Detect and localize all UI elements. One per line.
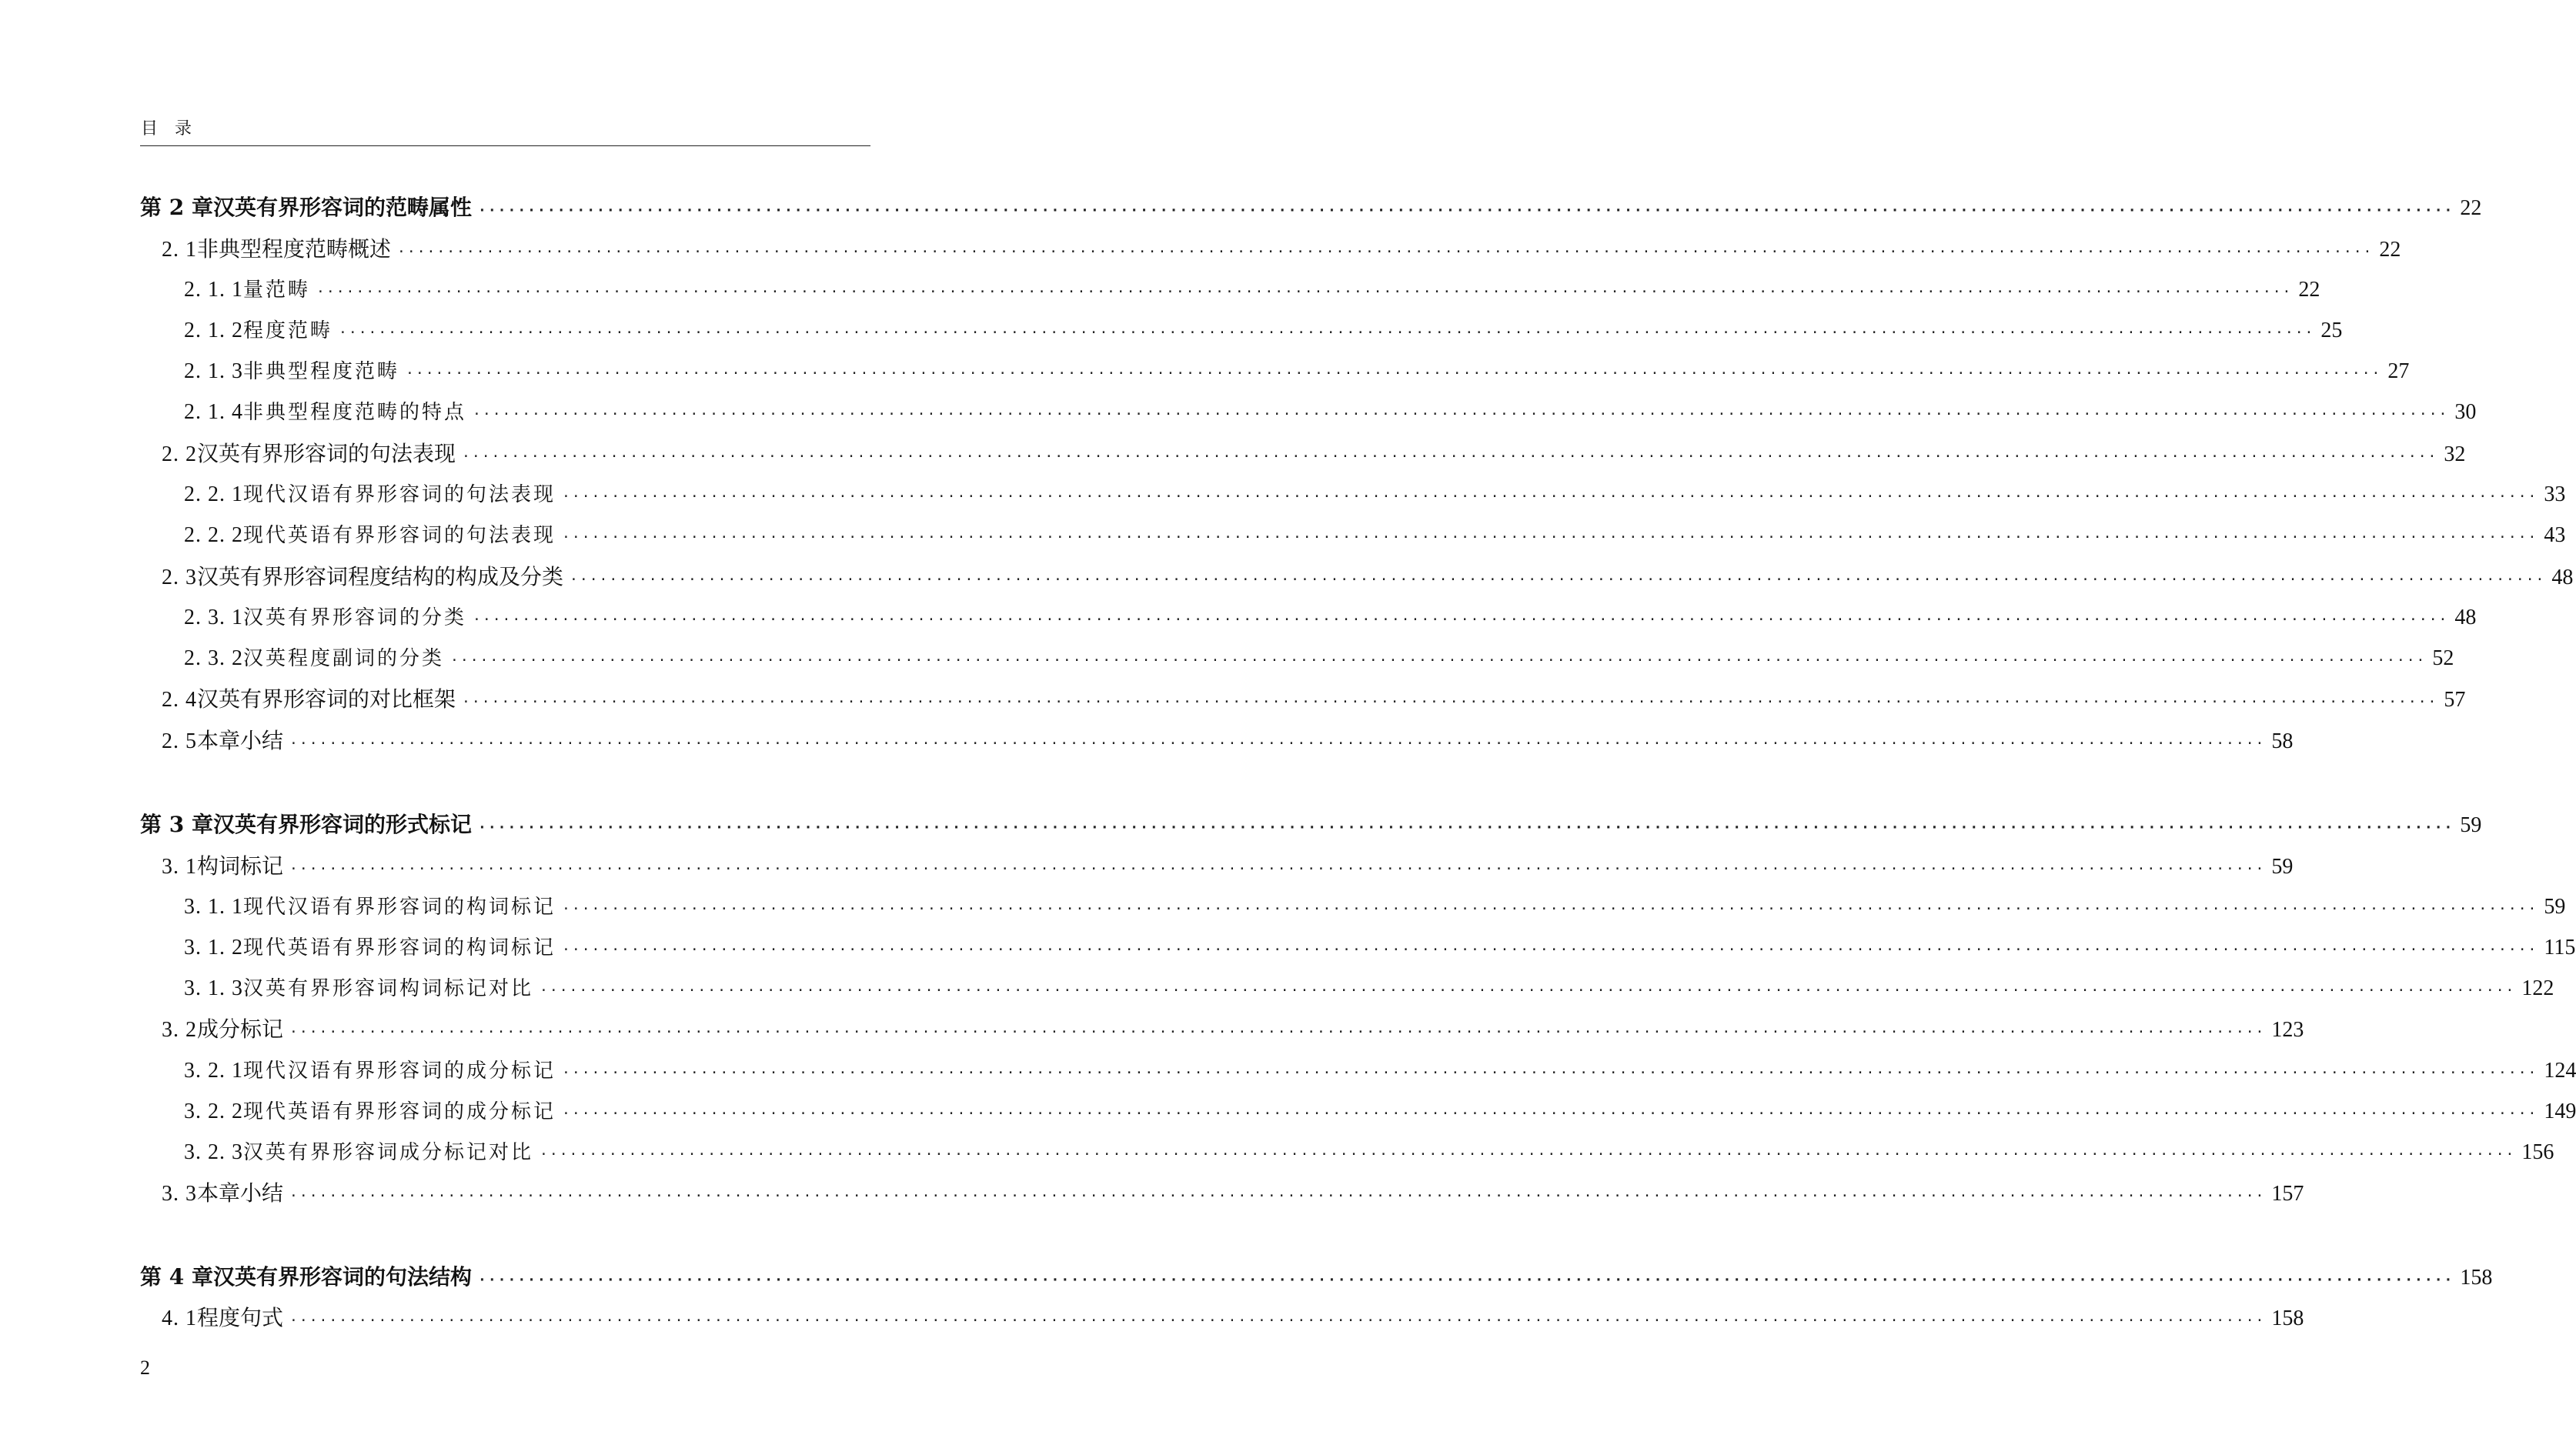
entry-title: 现代汉语有界形容词的句法表现 (243, 483, 556, 506)
dot-leader: ········································································································································································································ (562, 901, 2538, 917)
entry-number: 2. 3. 1 (184, 606, 243, 629)
dot-leader: ········································································································································································································ (397, 244, 2374, 260)
toc-section-entry (162, 234, 2401, 265)
entry-number: 2. 1. 4 (184, 400, 243, 424)
entry-number: 第 3 章 (140, 812, 213, 837)
dot-leader: ········································································································································································································ (450, 652, 2427, 669)
toc-section-entry (162, 1014, 2304, 1045)
entry-page-number: 115 (2544, 936, 2576, 959)
dot-leader: ········································································································································································································ (562, 529, 2538, 546)
entry-page-number: 122 (2521, 976, 2554, 1000)
entry-page-number: 22 (2379, 238, 2401, 262)
entry-number: 3. 3 (162, 1182, 197, 1206)
entry-page-number: 59 (2271, 855, 2294, 879)
entry-title: 现代汉语有界形容词的成分标记 (243, 1060, 556, 1083)
toc-subsection-entry (184, 315, 2343, 346)
entry-title: 汉英有界形容词的范畴属性 (212, 195, 472, 220)
dot-leader: ········································································································································································································ (316, 284, 2293, 300)
entry-number: 2. 4 (162, 688, 197, 712)
entry-number: 3. 2. 1 (184, 1059, 243, 1083)
entry-page-number: 48 (2551, 566, 2574, 589)
toc-subsection-entry (184, 1137, 2554, 1168)
entry-page-number: 52 (2432, 646, 2454, 670)
entry-page-number: 32 (2444, 442, 2466, 466)
toc-subsection-entry (184, 643, 2454, 674)
entry-page-number: 57 (2444, 688, 2466, 712)
entry-page-number: 48 (2454, 606, 2477, 629)
entry-title: 汉英有界形容词的句法结构 (212, 1264, 472, 1290)
entry-number: 4. 1 (162, 1306, 197, 1330)
entry-page-number: 157 (2271, 1182, 2304, 1206)
entry-title: 非典型程度范畴 (243, 360, 400, 383)
entry-title: 汉英有界形容词的分类 (243, 606, 467, 629)
entry-title: 量范畴 (243, 279, 311, 302)
header-rule (140, 145, 870, 146)
entry-number: 3. 1. 3 (184, 976, 243, 1000)
toc-section-entry (162, 1303, 2304, 1333)
toc-subsection-entry (184, 892, 2566, 923)
dot-leader: ········································································································································································································ (562, 489, 2538, 505)
toc-subsection-entry (184, 397, 2477, 428)
entry-page-number: 123 (2271, 1018, 2304, 1042)
dot-leader: ········································································································································································································ (289, 1313, 2266, 1329)
entry-title: 汉英有界形容词的对比框架 (197, 686, 456, 712)
entry-title: 汉英有界形容词的句法表现 (197, 441, 456, 466)
entry-page-number: 158 (2460, 1266, 2493, 1290)
dot-leader: ········································································································································································································ (540, 1146, 2516, 1163)
entry-number: 2. 3. 2 (184, 646, 243, 670)
entry-title: 构词标记 (197, 853, 284, 879)
entry-title: 本章小结 (197, 728, 284, 753)
toc-subsection-entry (184, 520, 2566, 551)
entry-number: 2. 2. 1 (184, 482, 243, 506)
toc-section-entry (162, 439, 2466, 469)
dot-leader: ········································································································································································································ (540, 983, 2516, 999)
entry-page-number: 59 (2544, 895, 2566, 919)
entry-number: 2. 5 (162, 729, 197, 753)
dot-leader: ········································································································································································································ (562, 1065, 2538, 1081)
toc-chapter-entry (140, 1262, 2493, 1293)
entry-page-number: 22 (2298, 278, 2320, 302)
entry-page-number: 43 (2544, 523, 2566, 547)
entry-number: 3. 1 (162, 855, 197, 879)
dot-leader: ········································································································································································································ (289, 861, 2266, 877)
entry-title: 非典型程度范畴概述 (197, 236, 392, 262)
entry-title: 本章小结 (197, 1180, 284, 1206)
running-header: 目 录 (141, 119, 192, 138)
dot-leader: ········································································································································································································ (478, 202, 2454, 219)
dot-leader: ········································································································································································································ (570, 572, 2546, 588)
entry-title: 非典型程度范畴的特点 (243, 401, 467, 424)
entry-title: 现代英语有界形容词的构词标记 (243, 936, 556, 959)
entry-title: 汉英有界形容词的形式标记 (212, 812, 472, 837)
toc-subsection-entry (184, 1096, 2576, 1127)
entry-page-number: 156 (2521, 1140, 2554, 1164)
entry-title: 成分标记 (197, 1016, 284, 1042)
entry-number: 第 4 章 (140, 1264, 213, 1290)
entry-page-number: 59 (2460, 813, 2482, 837)
dot-leader: ········································································································································································································ (473, 406, 2449, 422)
entry-number: 2. 1 (162, 238, 197, 262)
toc-subsection-entry (184, 356, 2410, 387)
dot-leader: ········································································································································································································ (478, 819, 2454, 836)
entry-title: 汉英有界形容词构词标记对比 (243, 977, 534, 1000)
entry-page-number: 27 (2387, 359, 2410, 383)
dot-leader: ········································································································································································································ (478, 1272, 2454, 1288)
entry-page-number: 30 (2454, 400, 2477, 424)
entry-page-number: 158 (2271, 1306, 2304, 1330)
dot-leader: ········································································································································································································ (562, 1106, 2538, 1122)
toc-section-entry (162, 684, 2466, 715)
entry-title: 汉英有界形容词成分标记对比 (243, 1141, 534, 1164)
entry-number: 3. 1. 1 (184, 895, 243, 919)
entry-number: 2. 1. 3 (184, 359, 243, 383)
dot-leader: ········································································································································································································ (289, 1188, 2266, 1204)
entry-page-number: 33 (2544, 482, 2566, 506)
entry-number: 3. 1. 2 (184, 936, 243, 959)
entry-number: 3. 2. 3 (184, 1140, 243, 1164)
toc-chapter-entry (140, 192, 2482, 223)
dot-leader: ········································································································································································································ (462, 694, 2438, 710)
toc-subsection-entry (184, 973, 2554, 1004)
entry-number: 2. 3 (162, 566, 197, 589)
dot-leader: ········································································································································································································ (406, 365, 2382, 382)
toc-section-entry (162, 562, 2574, 592)
toc-subsection-entry (184, 602, 2477, 633)
toc-chapter-entry (140, 809, 2482, 840)
entry-title: 现代汉语有界形容词的构词标记 (243, 896, 556, 919)
dot-leader: ········································································································································································································ (562, 942, 2538, 958)
entry-title: 汉英程度副词的分类 (243, 647, 445, 670)
entry-title: 汉英有界形容词程度结构的构成及分类 (197, 564, 564, 589)
entry-number: 第 2 章 (140, 195, 213, 220)
entry-title: 程度句式 (197, 1305, 284, 1330)
toc-section-entry (162, 851, 2294, 882)
page-number: 2 (140, 1357, 150, 1379)
dot-leader: ········································································································································································································ (339, 325, 2315, 341)
toc-subsection-entry (184, 1056, 2576, 1086)
dot-leader: ········································································································································································································ (473, 612, 2449, 628)
toc-subsection-entry (184, 933, 2576, 963)
toc-subsection-entry (184, 479, 2566, 510)
dot-leader: ········································································································································································································ (289, 1024, 2266, 1040)
entry-title: 现代英语有界形容词的成分标记 (243, 1100, 556, 1123)
entry-number: 2. 2. 2 (184, 523, 243, 547)
entry-number: 2. 1. 2 (184, 319, 243, 342)
dot-leader: ········································································································································································································ (462, 449, 2438, 465)
entry-number: 2. 1. 1 (184, 278, 243, 302)
entry-page-number: 124 (2544, 1059, 2576, 1083)
entry-number: 3. 2. 2 (184, 1100, 243, 1123)
entry-page-number: 22 (2460, 196, 2482, 220)
dot-leader: ········································································································································································································ (289, 736, 2266, 752)
entry-number: 2. 2 (162, 442, 197, 466)
toc-subsection-entry (184, 275, 2320, 305)
entry-number: 3. 2 (162, 1018, 197, 1042)
entry-title: 现代英语有界形容词的句法表现 (243, 524, 556, 547)
entry-title: 程度范畴 (243, 319, 333, 342)
toc-section-entry (162, 1178, 2304, 1209)
toc-section-entry (162, 726, 2294, 756)
entry-page-number: 25 (2320, 319, 2343, 342)
entry-page-number: 58 (2271, 729, 2294, 753)
entry-page-number: 149 (2544, 1100, 2576, 1123)
